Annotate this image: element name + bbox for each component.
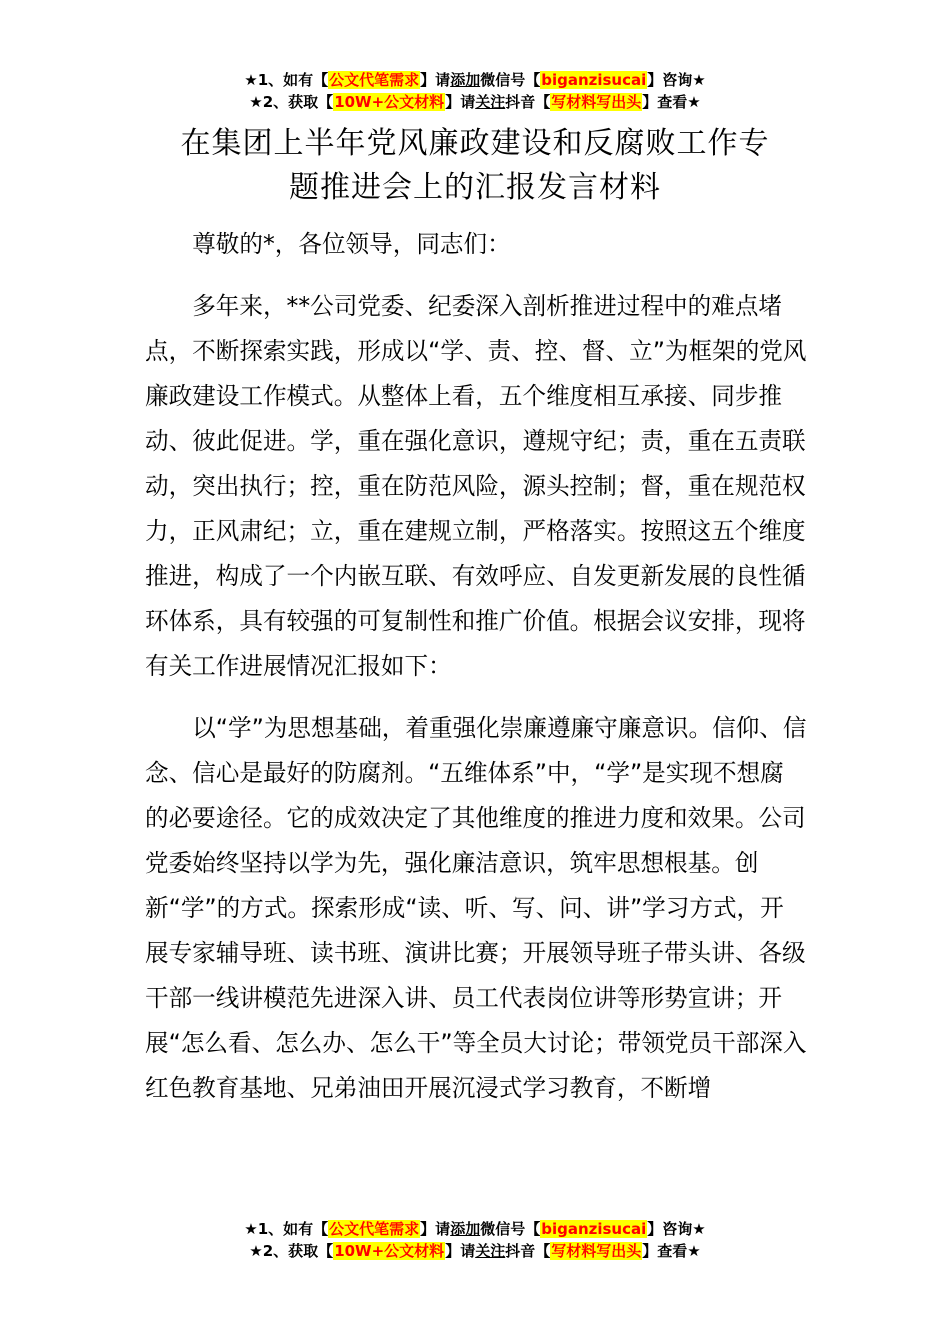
banner-highlight: 公文代笔需求	[329, 1220, 420, 1238]
banner-underlined-text: 关注	[475, 1242, 506, 1260]
banner-highlight: 10W+公文材料	[334, 1242, 445, 1260]
banner-text: 】请	[445, 1242, 476, 1260]
banner-highlight: 写材料写出头	[551, 1242, 642, 1260]
document-body	[145, 222, 807, 1111]
banner-line-1	[0, 1218, 950, 1240]
banner-highlight: 公文代笔需求	[329, 71, 420, 89]
title-line-2: 题推进会上的汇报发言材料	[289, 170, 661, 205]
banner-highlight: 10W+公文材料	[334, 93, 445, 111]
banner-line-1	[0, 69, 950, 91]
paragraph-intro: 多年来，**公司党委、纪委深入剖析推进过程中的难点堵点，不断探索实践，形成以“学、责、控、督、立”为框架的党风廉政建设工作模式。从整体上看，五个维度相互承接、同步推动、彼此促进。学，重在强化意识，遵规守纪；责，重在五责联动，突出执行；控，重在防范风险，源头控制；督，重在规范权力，正风肃纪；立，重在建规立制，严格落实。按照这五个维度推进，构成了一个内嵌互联、有效呼应、自发更新发展的良性循环体系，具有较强的可复制性和推广价值。根据会议安排，现将有关工作进展情况汇报如下：	[145, 292, 807, 680]
banner-text: 抖音【	[505, 1242, 551, 1260]
banner-text: 】查看★	[642, 93, 701, 111]
banner-text: 】请	[420, 1220, 451, 1238]
paragraph-study: 以“学”为思想基础，着重强化崇廉遵廉守廉意识。信仰、信念、信心是最好的防腐剂。“五维体系”中，“学”是实现不想腐的必要途径。它的成效决定了其他维度的推进力度和效果。公司党委始终坚持以学为先，强化廉洁意识，筑牢思想根基。创新“学”的方式。探索形成“读、听、写、问、讲”学习方式，开展专家辅导班、读书班、演讲比赛；开展领导班子带头讲、各级干部一线讲模范先进深入讲、员工代表岗位讲等形势宣讲；开展“怎么看、怎么办、怎么干”等全员大讨论；带领党员干部深入红色教育基地、兄弟油田开展沉浸式学习教育，不断增	[145, 714, 807, 1102]
banner-underlined-text: 添加	[450, 1220, 481, 1238]
banner-text: ★1、如有【	[244, 71, 329, 89]
banner-text: ★2、获取【	[249, 1242, 334, 1260]
banner-text: 】咨询★	[647, 1220, 706, 1238]
document-title	[145, 122, 805, 210]
banner-underlined-text: 添加	[450, 71, 481, 89]
banner-underlined-text: 关注	[475, 93, 506, 111]
banner-highlight: biganzisucai	[541, 71, 647, 89]
banner-text: ★2、获取【	[249, 93, 334, 111]
banner-text: 】咨询★	[647, 71, 706, 89]
banner-highlight: 写材料写出头	[551, 93, 642, 111]
banner-line-2	[0, 91, 950, 113]
salutation: 尊敬的*，各位领导，同志们：	[192, 230, 511, 258]
banner-text: 抖音【	[505, 93, 551, 111]
banner-text: 微信号【	[480, 1220, 541, 1238]
banner-highlight: biganzisucai	[541, 1220, 647, 1238]
banner-text: 】请	[445, 93, 476, 111]
banner-text: ★1、如有【	[244, 1220, 329, 1238]
banner-text: 】查看★	[642, 1242, 701, 1260]
top-banner	[0, 69, 950, 113]
bottom-banner	[0, 1218, 950, 1262]
banner-text: 微信号【	[480, 71, 541, 89]
title-line-1: 在集团上半年党风廉政建设和反腐败工作专	[180, 126, 770, 161]
banner-text: 】请	[420, 71, 451, 89]
banner-line-2	[0, 1240, 950, 1262]
